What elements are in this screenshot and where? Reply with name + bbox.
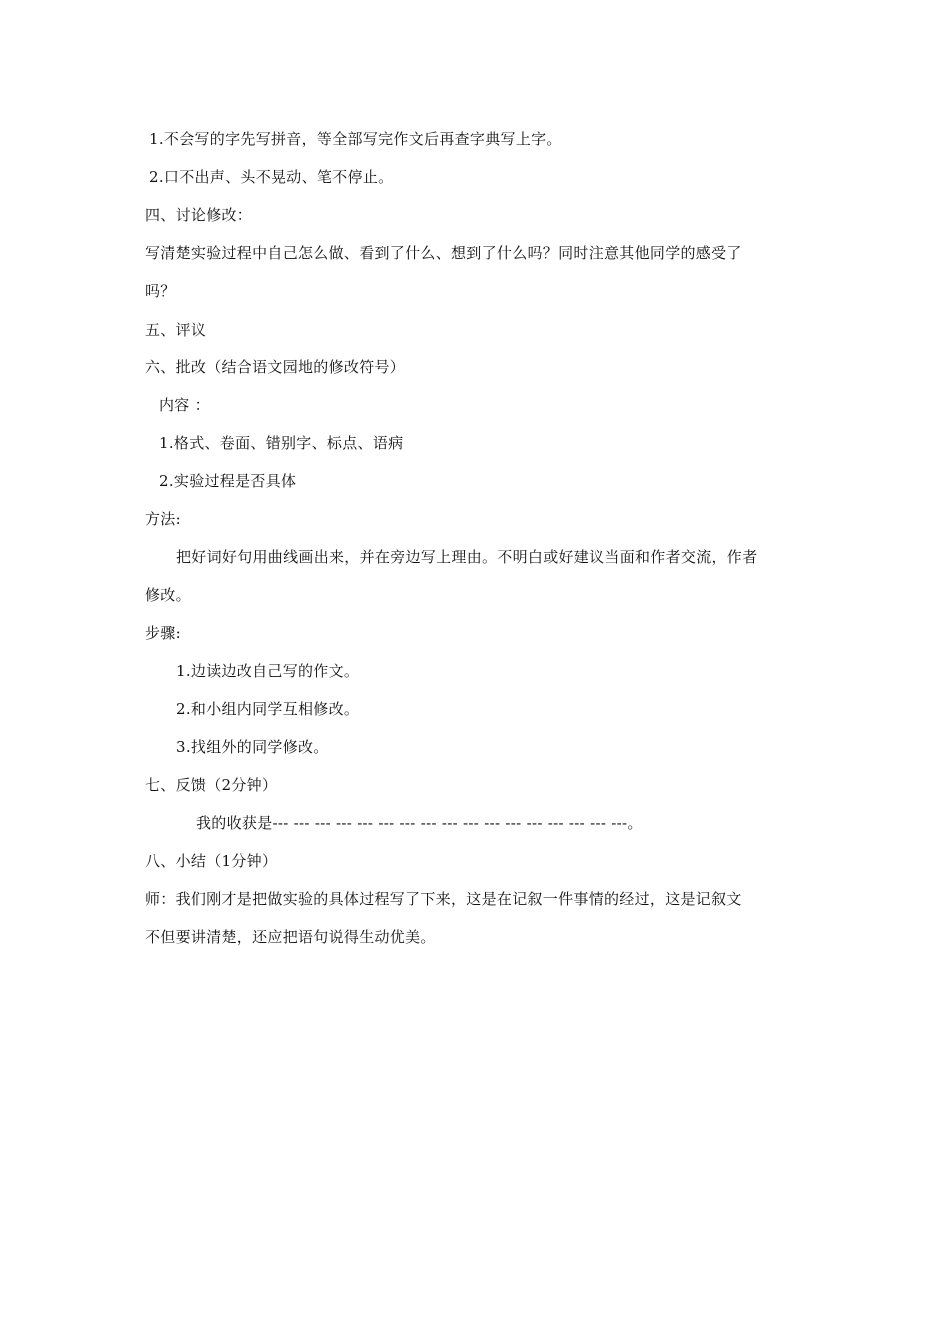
section-4-text-line-2: 吗？ bbox=[145, 282, 176, 300]
section-6-heading: 六、批改（结合语文园地的修改符号） bbox=[145, 358, 406, 376]
feedback-line: 我的收获是--- --- --- --- --- --- --- --- --- --- --- --- --- --- --- --- ---。 bbox=[196, 814, 643, 832]
rule-2: 2.口不出声、头不晃动、笔不停止。 bbox=[149, 168, 394, 186]
method-text-line-2: 修改。 bbox=[145, 586, 191, 604]
method-text-line-1: 把好词好句用曲线画出来，并在旁边写上理由。不明白或好建议当面和作者交流，作者 bbox=[176, 548, 758, 566]
section-8-heading: 八、小结（1分钟） bbox=[145, 852, 278, 870]
step-1: 1.边读边改自己写的作文。 bbox=[176, 662, 360, 680]
steps-label: 步骤: bbox=[145, 624, 181, 642]
step-3: 3.找组外的同学修改。 bbox=[176, 738, 329, 756]
section-7-heading: 七、反馈（2分钟） bbox=[145, 776, 278, 794]
section-4-text-line-1: 写清楚实验过程中自己怎么做、看到了什么、想到了什么吗？同时注意其他同学的感受了 bbox=[145, 244, 742, 262]
method-label: 方法: bbox=[145, 510, 181, 528]
section-5-heading: 五、评议 bbox=[145, 321, 207, 339]
content-item-2: 2.实验过程是否具体 bbox=[159, 472, 297, 490]
content-label: 内容 ： bbox=[159, 396, 210, 414]
rule-1: 1.不会写的字先写拼音，等全部写完作文后再查字典写上字。 bbox=[149, 130, 562, 148]
content-item-1: 1.格式、卷面、错别字、标点、语病 bbox=[159, 434, 404, 452]
summary-line-1: 师：我们刚才是把做实验的具体过程写了下来，这是在记叙一件事情的经过，这是记叙文 bbox=[145, 890, 742, 908]
step-2: 2.和小组内同学互相修改。 bbox=[176, 700, 360, 718]
section-4-heading: 四、讨论修改： bbox=[145, 206, 253, 224]
summary-line-2: 不但要讲清楚，还应把语句说得生动优美。 bbox=[145, 928, 436, 946]
